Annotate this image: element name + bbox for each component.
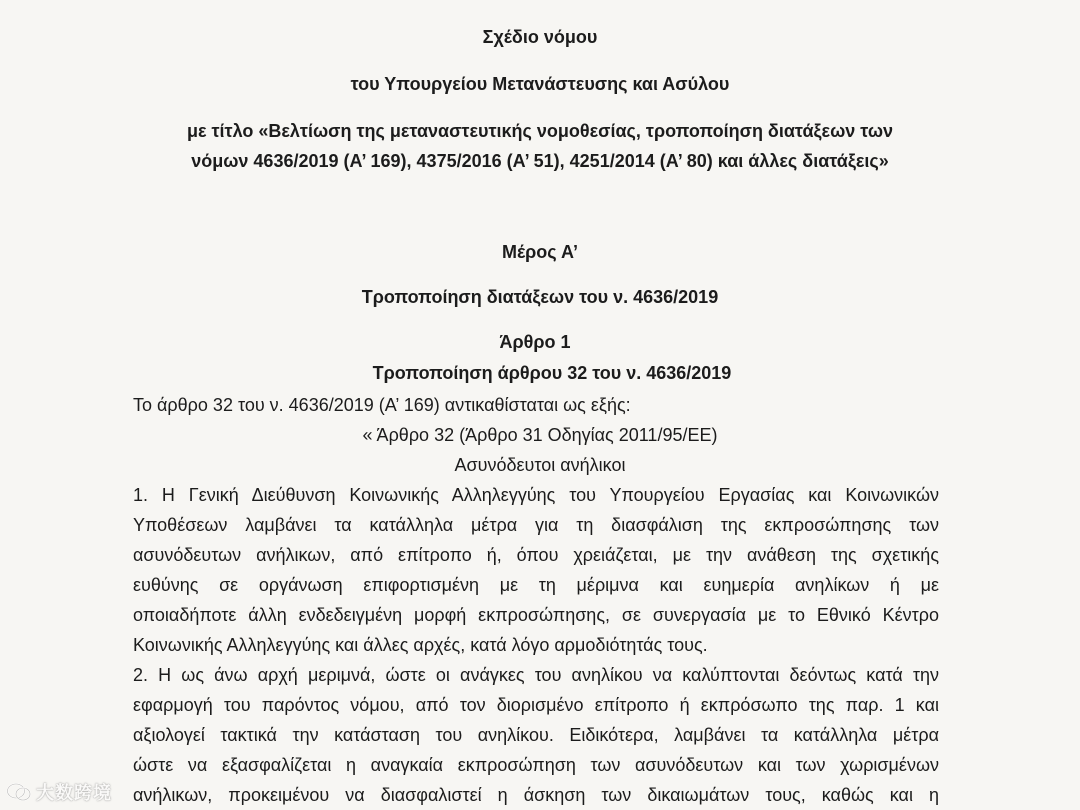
article-title: Τροποποίηση άρθρου 32 του ν. 4636/2019 xyxy=(372,363,732,383)
article-number: Άρθρο 1 xyxy=(499,332,571,352)
quoted-article-title: Ασυνόδευτοι ανήλικοι xyxy=(454,455,626,475)
part-heading: Μέρος Α’ xyxy=(502,242,578,262)
paragraph-line: ώστε να εξασφαλίζεται η αναγκαία εκπροσώπηση των ασυνόδευτων και των χωρισμένων xyxy=(133,755,939,775)
paragraph-line: Υποθέσεων λαμβάνει τα κατάλληλα μέτρα για τη διασφάλιση της εκπροσώπησης των xyxy=(133,515,939,535)
document-title: Σχέδιο νόμου xyxy=(482,27,598,47)
ministry-line: του Υπουργείου Μετανάστευσης και Ασύλου xyxy=(350,74,730,94)
paragraph-line: αξιολογεί τακτικά την κατάσταση του ανηλίκου. Ειδικότερα, λαμβάνει τα κατάλληλα μέτρα xyxy=(133,725,939,745)
paragraph-line: ανήλικων, προκειμένου να διασφαλιστεί η άσκηση των δικαιωμάτων τους, καθώς και η xyxy=(133,785,939,805)
subtitle-line-1: με τίτλο «Βελτίωση της μεταναστευτικής νομοθεσίας, τροποποίηση διατάξεων των xyxy=(186,121,894,141)
paragraph-line: ασυνόδευτων ανήλικων, από επίτροπο ή, όπου χρειάζεται, με την ανάθεση της σχετικής xyxy=(133,545,939,565)
paragraph-line: ευθύνης σε οργάνωση επιφορτισμένη με τη μέριμνα και ευημερία ανηλίκων ή με xyxy=(133,575,939,595)
paragraph-line: 2. Η ως άνω αρχή μεριμνά, ώστε οι ανάγκες του ανηλίκου να καλύπτονται δεόντως κατά την xyxy=(133,665,939,685)
watermark-text: 大数跨境 xyxy=(36,783,112,804)
paragraph-line: οποιαδήποτε άλλη ενδεδειγμένη μορφή εκπροσώπησης, σε συνεργασία με το Εθνικό Κέντρο xyxy=(133,605,939,625)
paragraph-line: 1. Η Γενική Διεύθυνση Κοινωνικής Αλληλεγγύης του Υπουργείου Εργασίας και Κοινωνικών xyxy=(133,485,939,505)
paragraph-line: εφαρμογή του παρόντος νόμου, από τον διορισμένο επίτροπο ή εκπρόσωπο της παρ. 1 και xyxy=(133,695,939,715)
watermark xyxy=(6,778,112,806)
chat-bubbles-icon xyxy=(6,781,32,803)
article-intro: Το άρθρο 32 του ν. 4636/2019 (Α’ 169) αντικαθίσταται ως εξής: xyxy=(133,395,631,415)
quoted-article-heading: « Άρθρο 32 (Άρθρο 31 Οδηγίας 2011/95/ΕΕ) xyxy=(362,425,718,445)
paragraph-last-line: Κοινωνικής Αλληλεγγύης και άλλες αρχές, κατά λόγο αρμοδιότητάς τους. xyxy=(133,635,708,655)
subtitle-line-2: νόμων 4636/2019 (Α’ 169), 4375/2016 (Α’ 51), 4251/2014 (Α’ 80) και άλλες διατάξεις» xyxy=(191,151,889,171)
part-subheading: Τροποποίηση διατάξεων του ν. 4636/2019 xyxy=(361,287,719,307)
